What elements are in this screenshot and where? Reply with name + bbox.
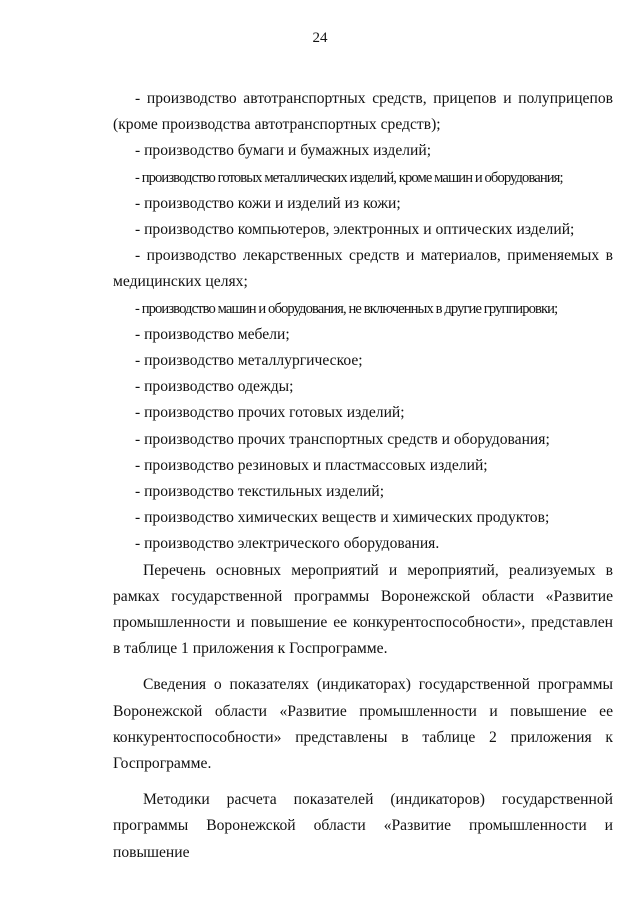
list-item: - производство прочих транспортных средств и оборудования;	[135, 430, 550, 448]
list-item: - производство металлургическое;	[135, 352, 363, 370]
document-body	[113, 86, 613, 866]
list-item: - производство резиновых и пластмассовых изделий;	[135, 456, 488, 474]
paragraph-activities: Перечень основных мероприятий и мероприятий, реализуемых в рамках государственной программы Воронежской области «Развитие промышленности и повышение ее конкурентоспособности», представлен в таблице 1 приложения к Госпрограмме.	[113, 561, 613, 658]
list-item: - производство мебели;	[135, 325, 290, 343]
paragraph-indicators: Сведения о показателях (индикаторах) государственной программы Воронежской области «Развитие промышленности и повышение ее конкурентоспособности» представлены в таблице 2 приложения к Госпрограмме.	[113, 676, 613, 773]
list-item: - производство кожи и изделий из кожи;	[135, 194, 401, 212]
list-item: - производство машин и оборудования, не включенных в другие группировки;	[135, 300, 558, 317]
page-number: 24	[312, 30, 328, 46]
list-item: - производство бумаги и бумажных изделий;	[135, 142, 432, 160]
list-item: - производство одежды;	[135, 378, 294, 396]
list-item: - производство компьютеров, электронных и оптических изделий;	[135, 221, 575, 239]
list-item: - производство химических веществ и химических продуктов;	[135, 509, 550, 527]
list-item: - производство лекарственных средств и материалов, применяемых в медицинских целях;	[113, 247, 613, 291]
list-item: - производство электрического оборудования.	[135, 535, 440, 553]
list-item: - производство текстильных изделий;	[135, 483, 385, 501]
list-item: - производство готовых металлических изделий, кроме машин и оборудования;	[135, 169, 563, 186]
list-item: - производство прочих готовых изделий;	[135, 404, 405, 422]
paragraph-methods: Методики расчета показателей (индикаторов) государственной программы Воронежской области «Развитие промышленности и повышение	[113, 791, 613, 861]
list-item: - производство автотранспортных средств, прицепов и полуприцепов (кроме производства автотранспортных средств);	[113, 90, 613, 134]
